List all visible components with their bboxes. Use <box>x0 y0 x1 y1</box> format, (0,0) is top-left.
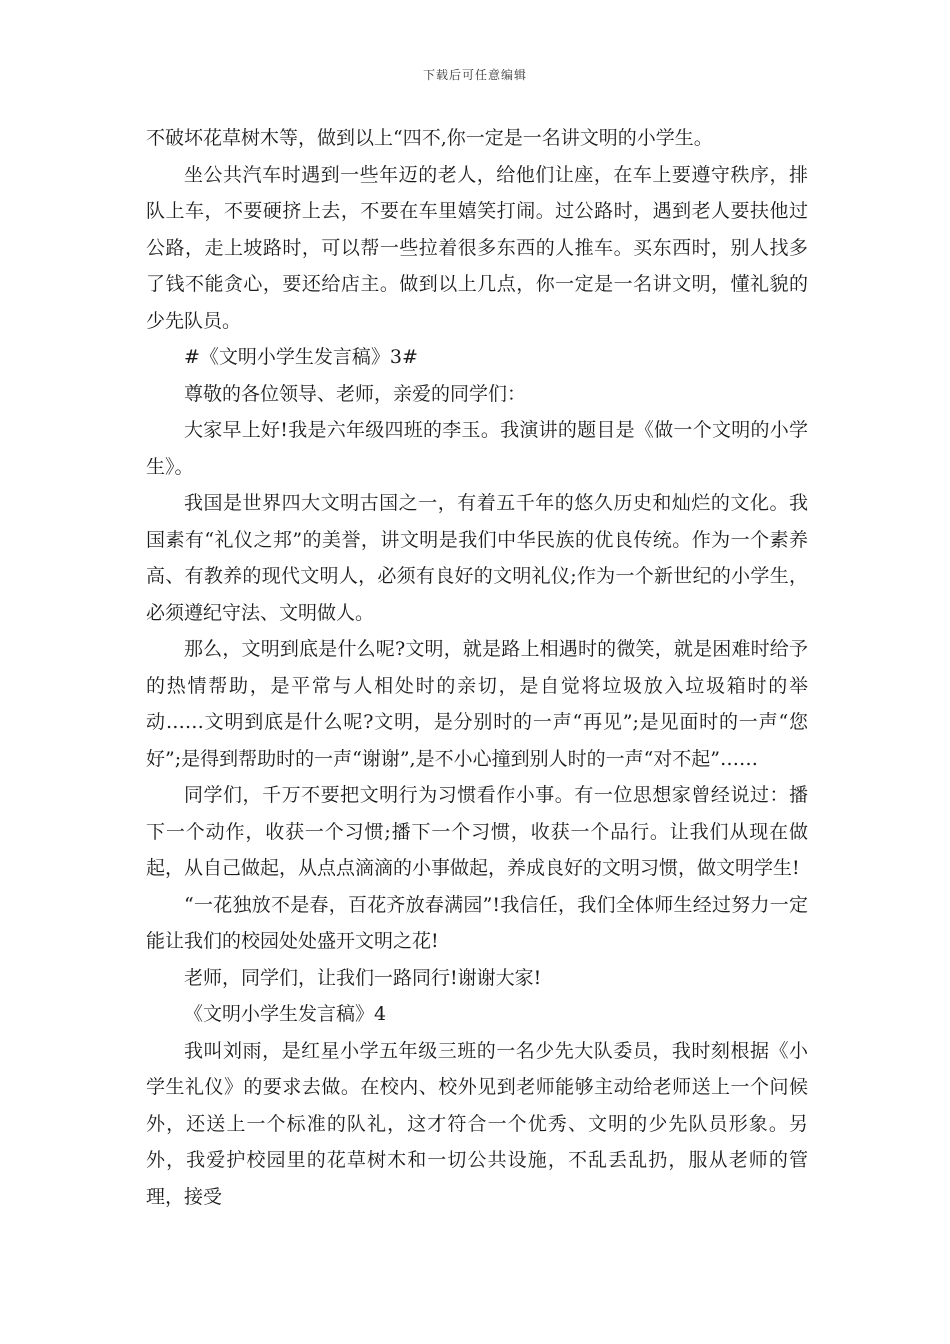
paragraph: 同学们，千万不要把文明行为习惯看作小事。有一位思想家曾经说过：播下一个动作，收获一个习惯;播下一个习惯，收获一个品行。让我们从现在做起，从自己做起，从点点滴滴的小事做起，养成良好的文明习惯，做文明学生! <box>146 784 808 879</box>
paragraph: 不破坏花草树木等，做到以上“四不,你一定是一名讲文明的小学生。 <box>146 127 713 149</box>
paragraph: 坐公共汽车时遇到一些年迈的老人，给他们让座，在车上要遵守秩序，排队上车，不要硬挤上去，不要在车里嬉笑打闹。过公路时，遇到老人要扶他过公路，走上坡路时，可以帮一些拉着很多东西的人推车。买东西时，别人找多了钱不能贪心，要还给店主。做到以上几点，你一定是一名讲文明，懂礼貌的少先队员。 <box>146 163 808 332</box>
section-heading: 《文明小学生发言稿》4 <box>184 1003 387 1025</box>
paragraph: 老师，同学们，让我们一路同行!谢谢大家! <box>184 966 542 989</box>
paragraph: “一花独放不是春，百花齐放春满园”!我信任，我们全体师生经过努力一定能让我们的校园处处盛开文明之花! <box>146 893 808 952</box>
salutation: 尊敬的各位领导、老师，亲爱的同学们： <box>184 382 527 405</box>
paragraph: 我国是世界四大文明古国之一，有着五千年的悠久历史和灿烂的文化。我国素有“礼仪之邦”的美誉，讲文明是我们中华民族的优良传统。作为一个素养高、有教养的现代文明人，必须有良好的文明礼仪;作为一个新世纪的小学生，必须遵纪守法、文明做人。 <box>146 492 808 624</box>
paragraph: 我叫刘雨，是红星小学五年级三班的一名少先大队委员，我时刻根据《小学生礼仪》的要求去做。在校内、校外见到老师能够主动给老师送上一个问候外，还送上一个标准的队礼，这才符合一个优秀、文明的少先队员形象。另外，我爱护校园里的花草树木和一切公共设施，不乱丢乱扔，服从老师的管理，接受 <box>146 1039 808 1208</box>
paragraph: 大家早上好!我是六年级四班的李玉。我演讲的题目是《做一个文明的小学生》。 <box>146 419 808 478</box>
document-body <box>146 120 808 1215</box>
section-heading: #《文明小学生发言稿》3# <box>184 346 418 368</box>
page-header: 下载后可任意编辑 <box>422 68 527 82</box>
paragraph: 那么，文明到底是什么呢?文明，就是路上相遇时的微笑，就是困难时给予的热情帮助，是平常与人相处时的亲切，是自觉将垃圾放入垃圾箱时的举动……文明到底是什么呢?文明，是分别时的一声“再见”;是见面时的一声“您好”;是得到帮助时的一声“谢谢”,是不小心撞到别人时的一声“对不起”…… <box>146 638 808 770</box>
